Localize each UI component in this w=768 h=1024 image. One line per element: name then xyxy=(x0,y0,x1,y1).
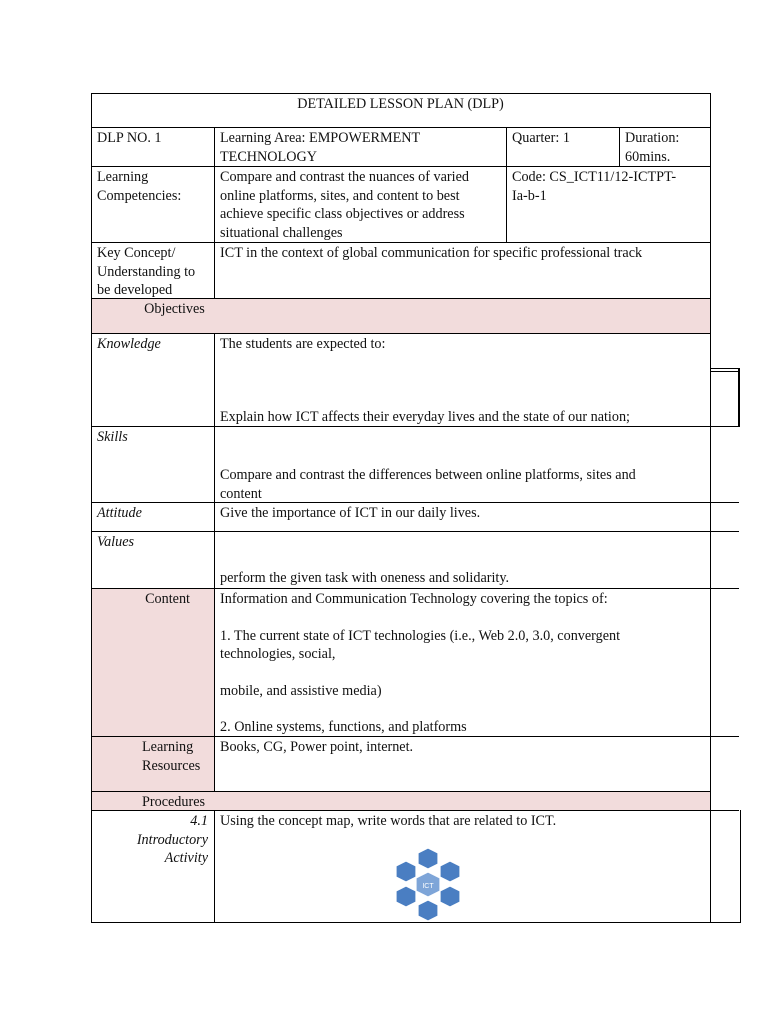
activity-text: Using the concept map, write words that are related to ICT. xyxy=(220,813,557,829)
activity-label: 4.1 Introductory Activity xyxy=(136,813,208,867)
objectives-label: Objectives xyxy=(144,301,205,317)
content-label: Content xyxy=(145,591,190,607)
competency-code: Code: CS_ICT11/12-ICTPT- Ia-b-1 xyxy=(512,169,677,204)
concept-hexagon xyxy=(396,861,416,882)
attitude-label: Attitude xyxy=(97,505,142,521)
dlp-number: DLP NO. 1 xyxy=(97,130,162,146)
quarter: Quarter: 1 xyxy=(512,130,570,146)
knowledge-text: Explain how ICT affects their everyday lives and the state of our nation; xyxy=(220,409,631,425)
concept-hexagon xyxy=(396,886,416,907)
page-title: DETAILED LESSON PLAN (DLP) xyxy=(297,96,504,112)
concept-hexagon xyxy=(418,848,438,869)
concept-hexagon xyxy=(418,900,438,921)
content-text: Information and Communication Technology covering the topics of: 1. The current state of ICT technologies (i.e., Web 2.0, 3.0, convergent technologies, social, mobile, and assistive media) 2. Online systems, functions, and platforms xyxy=(220,591,621,736)
attitude-text: Give the importance of ICT in our daily lives. xyxy=(220,505,481,521)
procedures-label: Procedures xyxy=(142,794,206,810)
concept-map-diagram xyxy=(392,844,468,924)
side-box-right xyxy=(738,368,740,427)
knowledge-intro: The students are expected to: xyxy=(220,336,386,352)
learning-area: Learning Area: EMPOWERMENT TECHNOLOGY xyxy=(220,130,421,165)
competencies-text: Compare and contrast the nuances of varied online platforms, sites, and content to best achieve specific class objectives or address situational challenges xyxy=(220,169,469,241)
side-box-top xyxy=(711,371,740,372)
concept-center-label: ICT xyxy=(422,883,434,890)
resources-text: Books, CG, Power point, internet. xyxy=(220,739,414,755)
competencies-label: Learning Competencies: xyxy=(97,169,182,204)
knowledge-label: Knowledge xyxy=(97,336,161,352)
side-box-top xyxy=(711,368,740,369)
resources-label: Learning Resources xyxy=(142,739,201,774)
key-concept-label: Key Concept/ Understanding to be developed xyxy=(97,245,196,299)
skills-text: Compare and contrast the differences between online platforms, sites and content xyxy=(220,467,636,502)
table-border-right xyxy=(710,93,711,923)
content-label-band xyxy=(91,588,214,736)
side-line-right xyxy=(740,810,741,923)
concept-hexagon xyxy=(440,861,460,882)
values-label: Values xyxy=(97,534,135,550)
concept-hexagon xyxy=(440,886,460,907)
key-concept-text: ICT in the context of global communication for specific professional track xyxy=(220,245,643,261)
duration: Duration: 60mins. xyxy=(625,130,680,165)
skills-label: Skills xyxy=(97,429,128,445)
values-text: perform the given task with oneness and solidarity. xyxy=(220,570,510,586)
